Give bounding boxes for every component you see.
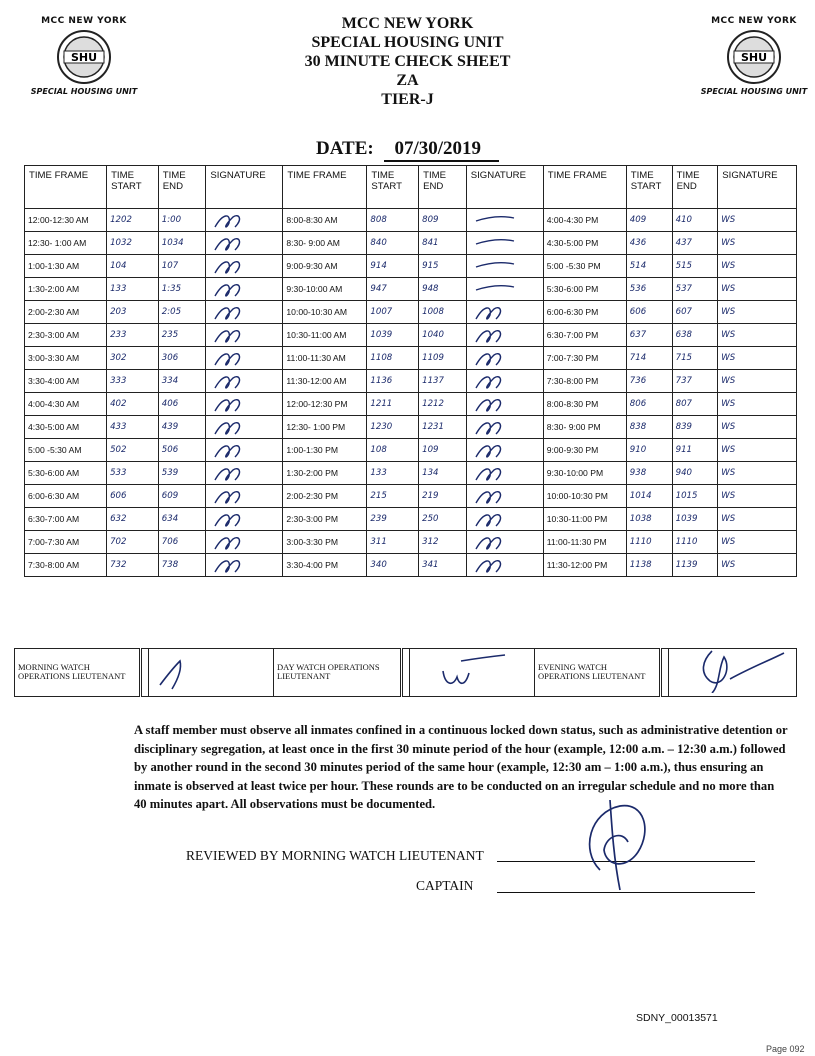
table-row xyxy=(25,370,797,393)
captain-label: CAPTAIN xyxy=(416,878,474,893)
signature-cell[interactable] xyxy=(206,416,283,439)
time-end-cell: 1039 xyxy=(672,508,718,531)
signature-cell[interactable] xyxy=(466,232,543,255)
time-start-cell: 104 xyxy=(107,255,159,278)
seal-center-text: SHU xyxy=(740,51,768,64)
time-frame-cell: 10:30-11:00 AM xyxy=(283,324,367,347)
time-end-cell: 1:00 xyxy=(158,209,206,232)
time-end-cell: 1015 xyxy=(672,485,718,508)
signature-cell[interactable]: WS xyxy=(718,324,797,347)
col-time-frame: TIME FRAME xyxy=(543,166,626,209)
time-start-cell: 714 xyxy=(626,347,672,370)
date-label: DATE: xyxy=(315,138,374,159)
time-start-cell: 606 xyxy=(626,301,672,324)
signature-cell[interactable] xyxy=(206,485,283,508)
signature-cell[interactable] xyxy=(466,324,543,347)
captain-signature-line xyxy=(497,892,755,893)
time-start-cell: 402 xyxy=(107,393,159,416)
signature-cell[interactable] xyxy=(466,393,543,416)
signature-cell[interactable]: WS xyxy=(718,508,797,531)
time-frame-cell: 8:00-8:30 AM xyxy=(283,209,367,232)
table-row xyxy=(25,531,797,554)
time-frame-cell: 10:00-10:30 AM xyxy=(283,301,367,324)
time-end-cell: 948 xyxy=(419,278,467,301)
time-start-cell: 938 xyxy=(626,462,672,485)
initials-icon xyxy=(470,370,540,392)
time-end-cell: 410 xyxy=(672,209,718,232)
signature-cell[interactable] xyxy=(466,209,543,232)
title-line: ZA xyxy=(396,72,419,89)
table-row xyxy=(25,232,797,255)
initials-icon xyxy=(209,278,279,300)
time-end-cell: 250 xyxy=(419,508,467,531)
table-row xyxy=(25,209,797,232)
time-end-cell: 706 xyxy=(158,531,206,554)
signature-cell[interactable]: WS xyxy=(718,278,797,301)
bates-number: SDNY_00013571 xyxy=(636,1012,718,1024)
time-end-cell: 1139 xyxy=(672,554,718,577)
time-frame-cell: 6:00-6:30 PM xyxy=(543,301,626,324)
signature-cell[interactable]: WS xyxy=(718,416,797,439)
time-end-cell: 306 xyxy=(158,347,206,370)
signature-cell[interactable]: WS xyxy=(718,393,797,416)
time-end-cell: 406 xyxy=(158,393,206,416)
time-end-cell: 109 xyxy=(419,439,467,462)
initials-icon xyxy=(470,209,540,231)
time-start-cell: 514 xyxy=(626,255,672,278)
time-start-cell: 302 xyxy=(107,347,159,370)
time-end-cell: 809 xyxy=(419,209,467,232)
table-row xyxy=(25,439,797,462)
table-row xyxy=(25,393,797,416)
signature-cell[interactable]: WS xyxy=(718,439,797,462)
signature-cell[interactable]: WS xyxy=(718,485,797,508)
time-frame-cell: 3:00-3:30 PM xyxy=(283,531,367,554)
initials-icon xyxy=(209,508,279,530)
time-end-cell: 1034 xyxy=(158,232,206,255)
signature-cell[interactable] xyxy=(206,232,283,255)
time-start-cell: 533 xyxy=(107,462,159,485)
time-end-cell: 1040 xyxy=(419,324,467,347)
initials-icon xyxy=(209,347,279,369)
time-start-cell: 947 xyxy=(367,278,419,301)
time-end-cell: 506 xyxy=(158,439,206,462)
time-start-cell: 433 xyxy=(107,416,159,439)
time-frame-cell: 5:00 -5:30 PM xyxy=(543,255,626,278)
check-log-table xyxy=(24,165,797,577)
date-value: 07/30/2019 xyxy=(384,138,499,162)
time-frame-cell: 4:30-5:00 PM xyxy=(543,232,626,255)
table-row xyxy=(25,324,797,347)
time-start-cell: 1138 xyxy=(626,554,672,577)
time-frame-cell: 7:30-8:00 AM xyxy=(25,554,107,577)
col-time-frame: TIME FRAME xyxy=(25,166,107,209)
time-frame-cell: 2:00-2:30 AM xyxy=(25,301,107,324)
initials-icon xyxy=(209,209,279,231)
seal-top-text: MCC NEW YORK xyxy=(711,16,797,26)
time-frame-cell: 8:30- 9:00 PM xyxy=(543,416,626,439)
signature-cell[interactable] xyxy=(206,301,283,324)
time-frame-cell: 11:30-12:00 AM xyxy=(283,370,367,393)
time-start-cell: 1230 xyxy=(367,416,419,439)
time-end-cell: 839 xyxy=(672,416,718,439)
time-start-cell: 502 xyxy=(107,439,159,462)
signature-cell[interactable] xyxy=(466,531,543,554)
time-frame-cell: 4:30-5:00 AM xyxy=(25,416,107,439)
time-start-cell: 910 xyxy=(626,439,672,462)
time-frame-cell: 2:30-3:00 AM xyxy=(25,324,107,347)
time-frame-cell: 2:30-3:00 PM xyxy=(283,508,367,531)
signature-cell[interactable] xyxy=(206,531,283,554)
time-frame-cell: 10:30-11:00 PM xyxy=(543,508,626,531)
table-row xyxy=(25,301,797,324)
date-line xyxy=(0,138,815,162)
signature-cell[interactable]: WS xyxy=(718,255,797,278)
lieutenant-review-label: REVIEWED BY MORNING WATCH LIEUTENANT xyxy=(186,848,484,863)
initials-icon xyxy=(470,554,540,576)
time-end-cell: 235 xyxy=(158,324,206,347)
time-start-cell: 233 xyxy=(107,324,159,347)
time-frame-cell: 6:30-7:00 PM xyxy=(543,324,626,347)
time-frame-cell: 4:00-4:30 AM xyxy=(25,393,107,416)
time-start-cell: 536 xyxy=(626,278,672,301)
time-start-cell: 732 xyxy=(107,554,159,577)
time-end-cell: 539 xyxy=(158,462,206,485)
header-row xyxy=(25,166,797,209)
time-frame-cell: 5:30-6:00 PM xyxy=(543,278,626,301)
time-end-cell: 1:35 xyxy=(158,278,206,301)
time-start-cell: 1211 xyxy=(367,393,419,416)
time-start-cell: 840 xyxy=(367,232,419,255)
time-start-cell: 409 xyxy=(626,209,672,232)
title-line: SPECIAL HOUSING UNIT xyxy=(311,34,504,51)
initials-icon xyxy=(209,255,279,277)
col-time-start: TIME START xyxy=(107,166,159,209)
initials-icon xyxy=(470,485,540,507)
signature-cell[interactable] xyxy=(466,416,543,439)
table-row xyxy=(25,278,797,301)
initials-icon xyxy=(470,393,540,415)
table-row xyxy=(25,508,797,531)
initials-icon xyxy=(209,232,279,254)
time-end-cell: 1137 xyxy=(419,370,467,393)
time-end-cell: 807 xyxy=(672,393,718,416)
time-start-cell: 215 xyxy=(367,485,419,508)
time-frame-cell: 9:00-9:30 PM xyxy=(543,439,626,462)
table-row xyxy=(25,255,797,278)
time-start-cell: 914 xyxy=(367,255,419,278)
signature-cell[interactable] xyxy=(206,554,283,577)
time-end-cell: 634 xyxy=(158,508,206,531)
time-end-cell: 515 xyxy=(672,255,718,278)
initials-icon xyxy=(470,278,540,300)
time-start-cell: 340 xyxy=(367,554,419,577)
signature-cell[interactable] xyxy=(206,209,283,232)
initials-icon xyxy=(209,462,279,484)
signature-cell[interactable] xyxy=(466,370,543,393)
col-signature: SIGNATURE xyxy=(206,166,283,209)
time-start-cell: 808 xyxy=(367,209,419,232)
time-end-cell: 2:05 xyxy=(158,301,206,324)
time-start-cell: 311 xyxy=(367,531,419,554)
initials-icon xyxy=(470,232,540,254)
initials-icon xyxy=(470,439,540,461)
time-frame-cell: 3:30-4:00 AM xyxy=(25,370,107,393)
time-end-cell: 341 xyxy=(419,554,467,577)
seal-bottom-text: SPECIAL HOUSING UNIT xyxy=(30,87,138,96)
signature-cell[interactable] xyxy=(466,255,543,278)
time-start-cell: 133 xyxy=(107,278,159,301)
time-start-cell: 1202 xyxy=(107,209,159,232)
time-start-cell: 702 xyxy=(107,531,159,554)
time-end-cell: 715 xyxy=(672,347,718,370)
initials-icon xyxy=(470,324,540,346)
time-start-cell: 606 xyxy=(107,485,159,508)
seal-center-text: SHU xyxy=(70,51,98,64)
instructions-paragraph: A staff member must observe all inmates confined in a continuous locked down status, such as administrative detention or disciplinary segregation, at least once in the first 30 minute period of the hour (example, 12:00 a.m. – 12:30 a.m.) followed by another round in the second 30 minutes period of the same hour (example, 12:30 am – 1:00 a.m.), thus ensuring an inmate is observed at least twice per hour. These rounds are to be conducted on an irregular schedule and no more than 40 minutes apart. All observations must be documented. xyxy=(134,723,788,811)
time-frame-cell: 7:30-8:00 PM xyxy=(543,370,626,393)
time-frame-cell: 9:30-10:00 AM xyxy=(283,278,367,301)
signature-cell[interactable] xyxy=(466,278,543,301)
time-frame-cell: 8:30- 9:00 AM xyxy=(283,232,367,255)
time-end-cell: 738 xyxy=(158,554,206,577)
signature-cell[interactable] xyxy=(206,324,283,347)
signature-cell[interactable]: WS xyxy=(718,370,797,393)
time-end-cell: 737 xyxy=(672,370,718,393)
time-end-cell: 1110 xyxy=(672,531,718,554)
signature-cell[interactable] xyxy=(466,554,543,577)
time-end-cell: 607 xyxy=(672,301,718,324)
signature-cell[interactable] xyxy=(466,347,543,370)
time-end-cell: 334 xyxy=(158,370,206,393)
time-start-cell: 239 xyxy=(367,508,419,531)
time-frame-cell: 6:00-6:30 AM xyxy=(25,485,107,508)
time-end-cell: 1212 xyxy=(419,393,467,416)
time-frame-cell: 1:00-1:30 AM xyxy=(25,255,107,278)
time-end-cell: 915 xyxy=(419,255,467,278)
time-end-cell: 1109 xyxy=(419,347,467,370)
time-end-cell: 609 xyxy=(158,485,206,508)
time-end-cell: 134 xyxy=(419,462,467,485)
time-end-cell: 841 xyxy=(419,232,467,255)
seal-bottom-text: SPECIAL HOUSING UNIT xyxy=(700,87,808,96)
time-start-cell: 1007 xyxy=(367,301,419,324)
col-time-end: TIME END xyxy=(672,166,718,209)
signature-icon xyxy=(152,649,262,693)
time-start-cell: 333 xyxy=(107,370,159,393)
time-start-cell: 736 xyxy=(626,370,672,393)
time-start-cell: 1136 xyxy=(367,370,419,393)
col-signature: SIGNATURE xyxy=(466,166,543,209)
time-end-cell: 911 xyxy=(672,439,718,462)
lieutenant-signature-icon xyxy=(540,790,690,900)
time-frame-cell: 11:00-11:30 AM xyxy=(283,347,367,370)
morning-watch-signature xyxy=(149,649,274,697)
time-frame-cell: 12:00-12:30 AM xyxy=(25,209,107,232)
time-frame-cell: 4:00-4:30 PM xyxy=(543,209,626,232)
initials-icon xyxy=(470,255,540,277)
initials-icon xyxy=(470,462,540,484)
col-time-start: TIME START xyxy=(626,166,672,209)
signature-cell[interactable] xyxy=(466,485,543,508)
time-frame-cell: 12:00-12:30 PM xyxy=(283,393,367,416)
page-number: Page 092 xyxy=(766,1044,805,1054)
time-start-cell: 632 xyxy=(107,508,159,531)
time-start-cell: 806 xyxy=(626,393,672,416)
time-start-cell: 436 xyxy=(626,232,672,255)
title-line: TIER-J xyxy=(381,91,434,108)
signature-cell[interactable]: WS xyxy=(718,209,797,232)
time-start-cell: 1014 xyxy=(626,485,672,508)
table-row xyxy=(25,485,797,508)
time-start-cell: 1110 xyxy=(626,531,672,554)
col-time-end: TIME END xyxy=(419,166,467,209)
day-watch-label: DAY WATCH OPERATIONS LIEUTENANT xyxy=(274,649,402,697)
day-watch-signature xyxy=(410,649,535,697)
time-frame-cell: 6:30-7:00 AM xyxy=(25,508,107,531)
signature-cell[interactable] xyxy=(206,278,283,301)
time-start-cell: 1039 xyxy=(367,324,419,347)
time-start-cell: 1108 xyxy=(367,347,419,370)
time-frame-cell: 12:30- 1:00 PM xyxy=(283,416,367,439)
time-end-cell: 437 xyxy=(672,232,718,255)
signature-cell[interactable] xyxy=(466,301,543,324)
signature-icon xyxy=(672,649,792,693)
initials-icon xyxy=(209,393,279,415)
initials-icon xyxy=(470,416,540,438)
time-end-cell: 219 xyxy=(419,485,467,508)
morning-watch-label: MORNING WATCH OPERATIONS LIEUTENANT xyxy=(15,649,141,697)
time-frame-cell: 1:30-2:00 AM xyxy=(25,278,107,301)
time-end-cell: 107 xyxy=(158,255,206,278)
signature-icon xyxy=(413,649,523,693)
seal-top-text: MCC NEW YORK xyxy=(41,16,127,26)
initials-icon xyxy=(209,370,279,392)
signature-cell[interactable]: WS xyxy=(718,347,797,370)
evening-watch-signature xyxy=(669,649,797,697)
time-end-cell: 439 xyxy=(158,416,206,439)
time-frame-cell: 7:00-7:30 PM xyxy=(543,347,626,370)
time-end-cell: 638 xyxy=(672,324,718,347)
signature-cell[interactable] xyxy=(206,347,283,370)
time-end-cell: 312 xyxy=(419,531,467,554)
time-end-cell: 1008 xyxy=(419,301,467,324)
sheet-title xyxy=(0,14,815,109)
time-frame-cell: 3:00-3:30 AM xyxy=(25,347,107,370)
time-frame-cell: 11:00-11:30 PM xyxy=(543,531,626,554)
table-row xyxy=(25,416,797,439)
time-frame-cell: 3:30-4:00 PM xyxy=(283,554,367,577)
signature-cell[interactable] xyxy=(206,393,283,416)
time-frame-cell: 1:00-1:30 PM xyxy=(283,439,367,462)
signature-cell[interactable] xyxy=(206,255,283,278)
time-frame-cell: 8:00-8:30 PM xyxy=(543,393,626,416)
time-start-cell: 637 xyxy=(626,324,672,347)
time-frame-cell: 5:00 -5:30 AM xyxy=(25,439,107,462)
col-signature: SIGNATURE xyxy=(718,166,797,209)
initials-icon xyxy=(209,485,279,507)
initials-icon xyxy=(209,301,279,323)
signature-cell[interactable] xyxy=(206,462,283,485)
time-frame-cell: 11:30-12:00 PM xyxy=(543,554,626,577)
signature-cell[interactable] xyxy=(206,439,283,462)
time-frame-cell: 1:30-2:00 PM xyxy=(283,462,367,485)
signature-cell[interactable] xyxy=(466,508,543,531)
initials-icon xyxy=(470,347,540,369)
time-frame-cell: 2:00-2:30 PM xyxy=(283,485,367,508)
table-row xyxy=(25,347,797,370)
initials-icon xyxy=(470,508,540,530)
evening-watch-label: EVENING WATCH OPERATIONS LIEUTENANT xyxy=(535,649,661,697)
time-end-cell: 1231 xyxy=(419,416,467,439)
col-time-end: TIME END xyxy=(158,166,206,209)
signature-cell[interactable] xyxy=(206,508,283,531)
signature-cell[interactable] xyxy=(206,370,283,393)
signature-cell[interactable]: WS xyxy=(718,554,797,577)
initials-icon xyxy=(209,439,279,461)
signature-cell[interactable] xyxy=(466,462,543,485)
signature-cell[interactable] xyxy=(466,439,543,462)
initials-icon xyxy=(209,531,279,553)
table-row xyxy=(25,462,797,485)
signature-cell[interactable]: WS xyxy=(718,462,797,485)
time-start-cell: 1032 xyxy=(107,232,159,255)
time-start-cell: 838 xyxy=(626,416,672,439)
time-start-cell: 203 xyxy=(107,301,159,324)
initials-icon xyxy=(209,324,279,346)
initials-icon xyxy=(209,416,279,438)
time-start-cell: 133 xyxy=(367,462,419,485)
col-time-start: TIME START xyxy=(367,166,419,209)
time-frame-cell: 10:00-10:30 PM xyxy=(543,485,626,508)
table-row xyxy=(25,554,797,577)
time-start-cell: 108 xyxy=(367,439,419,462)
time-frame-cell: 9:30-10:00 PM xyxy=(543,462,626,485)
title-line: 30 MINUTE CHECK SHEET xyxy=(304,53,511,70)
title-line: MCC NEW YORK xyxy=(341,15,474,32)
watch-signature-table xyxy=(14,648,797,697)
initials-icon xyxy=(470,301,540,323)
col-time-frame: TIME FRAME xyxy=(283,166,367,209)
time-frame-cell: 12:30- 1:00 AM xyxy=(25,232,107,255)
signature-cell[interactable]: WS xyxy=(718,531,797,554)
initials-icon xyxy=(209,554,279,576)
signature-cell[interactable]: WS xyxy=(718,232,797,255)
time-end-cell: 940 xyxy=(672,462,718,485)
signature-cell[interactable]: WS xyxy=(718,301,797,324)
time-frame-cell: 7:00-7:30 AM xyxy=(25,531,107,554)
time-end-cell: 537 xyxy=(672,278,718,301)
initials-icon xyxy=(470,531,540,553)
time-frame-cell: 5:30-6:00 AM xyxy=(25,462,107,485)
time-frame-cell: 9:00-9:30 AM xyxy=(283,255,367,278)
time-start-cell: 1038 xyxy=(626,508,672,531)
